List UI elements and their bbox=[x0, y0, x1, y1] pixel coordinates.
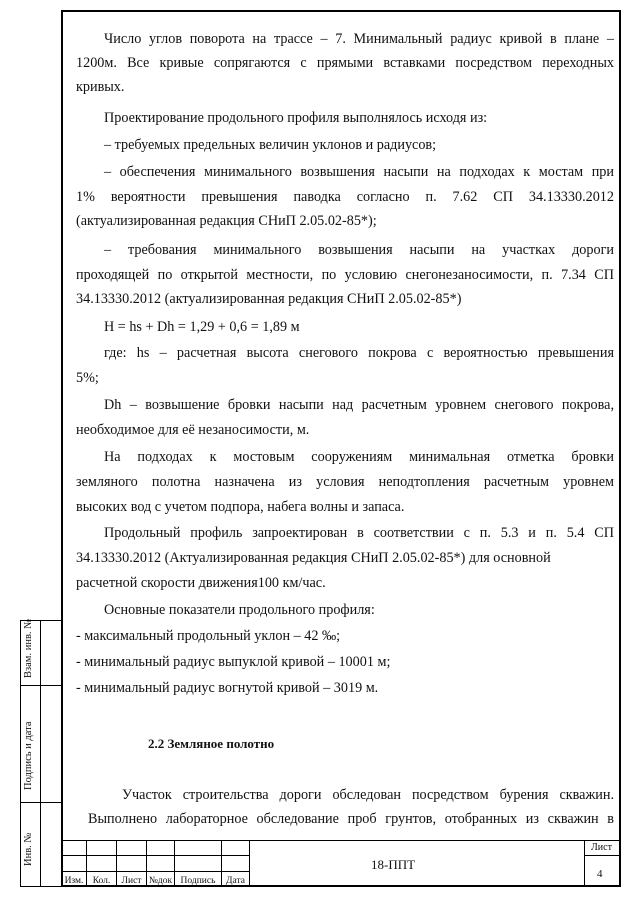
sheet-number: 4 bbox=[597, 868, 603, 880]
text-line: – требования минимального возвышения насыпи на участках дороги bbox=[104, 242, 614, 258]
formula-line: Н = hs + Dh = 1,29 + 0,6 = 1,89 м bbox=[104, 319, 300, 335]
text-line: высоких вод с учетом подпора, набега волны и запаса. bbox=[76, 499, 405, 515]
text-line: Основные показатели продольного профиля: bbox=[104, 602, 375, 618]
side-label-inv-number: Инв. № bbox=[23, 832, 34, 866]
text-line: кривых. bbox=[76, 79, 125, 95]
text-line: где: hs – расчетная высота снегового покрова с вероятностью превышения bbox=[104, 345, 614, 361]
list-item: - минимальный радиус выпуклой кривой – 10001 м; bbox=[76, 654, 391, 670]
list-item: - минимальный радиус вогнутой кривой – 3019 м. bbox=[76, 680, 379, 696]
text-line: Участок строительства дороги обследован посредством бурения скважин. bbox=[122, 787, 614, 803]
text-line: Проектирование продольного профиля выполнялось исходя из: bbox=[104, 110, 488, 126]
text-line: необходимое для её незаносимости, м. bbox=[76, 422, 310, 438]
stamp-header-date: Дата bbox=[226, 876, 245, 886]
stamp-header-change: Изм. bbox=[64, 876, 84, 886]
document-code: 18-ППТ bbox=[371, 857, 416, 872]
text-line: – требуемых предельных величин уклонов и радиусов; bbox=[104, 137, 437, 153]
stamp-header-signature: Подпись bbox=[180, 876, 216, 886]
side-stamp bbox=[20, 620, 61, 887]
side-label-replaced-inv: Взам. инв. № bbox=[23, 618, 34, 678]
sheet-label: Лист bbox=[591, 842, 612, 853]
text-line: 5%; bbox=[76, 370, 99, 386]
text-line: 1% вероятности превышения паводка согласно п. 7.62 СП 34.13330.2012 bbox=[76, 189, 614, 205]
text-line: 34.13330.2012 (Актуализированная редакция СНиП 2.05.02-85*) для основной bbox=[76, 550, 551, 566]
text-line: Число углов поворота на трассе – 7. Минимальный радиус кривой в плане – bbox=[104, 31, 614, 47]
list-item: - максимальный продольный уклон – 42 ‰; bbox=[76, 628, 341, 644]
text-line: расчетной скорости движения100 км/час. bbox=[76, 575, 326, 591]
text-line: проходящей по открытой местности, по условию снегонезаносимости, п. 7.34 СП bbox=[76, 267, 614, 283]
text-line: 34.13330.2012 (актуализированная редакция СНиП 2.05.02-85*) bbox=[76, 291, 462, 307]
text-line: – обеспечения минимального возвышения насыпи на подходах к мостам при bbox=[104, 164, 614, 180]
text-line: Продольный профиль запроектирован в соответствии с п. 5.3 и п. 5.4 СП bbox=[104, 525, 614, 541]
text-line: Dh – возвышение бровки насыпи над расчетным уровнем снегового покрова, bbox=[104, 397, 614, 413]
text-line: 1200м. Все кривые сопрягаются с прямыми вставками посредством переходных bbox=[76, 55, 614, 71]
stamp-header-doc-number: №док bbox=[148, 876, 173, 886]
text-line: (актуализированная редакция СНиП 2.05.02-85*); bbox=[76, 213, 377, 229]
title-block bbox=[61, 840, 621, 887]
section-heading: 2.2 Земляное полотно bbox=[148, 736, 275, 751]
stamp-header-count: Кол. bbox=[92, 876, 111, 886]
text-line: На подходах к мостовым сооружениям минимальная отметка бровки bbox=[104, 449, 614, 465]
text-line: Выполнено лабораторное обследование проб грунтов, отобранных из скважин в bbox=[88, 811, 614, 827]
text-line: земляного полотна назначена из условия неподтопления расчетным уровнем bbox=[76, 474, 614, 490]
side-label-signature-date: Подпись и дата bbox=[23, 721, 34, 790]
stamp-header-sheet: Лист bbox=[121, 876, 142, 886]
